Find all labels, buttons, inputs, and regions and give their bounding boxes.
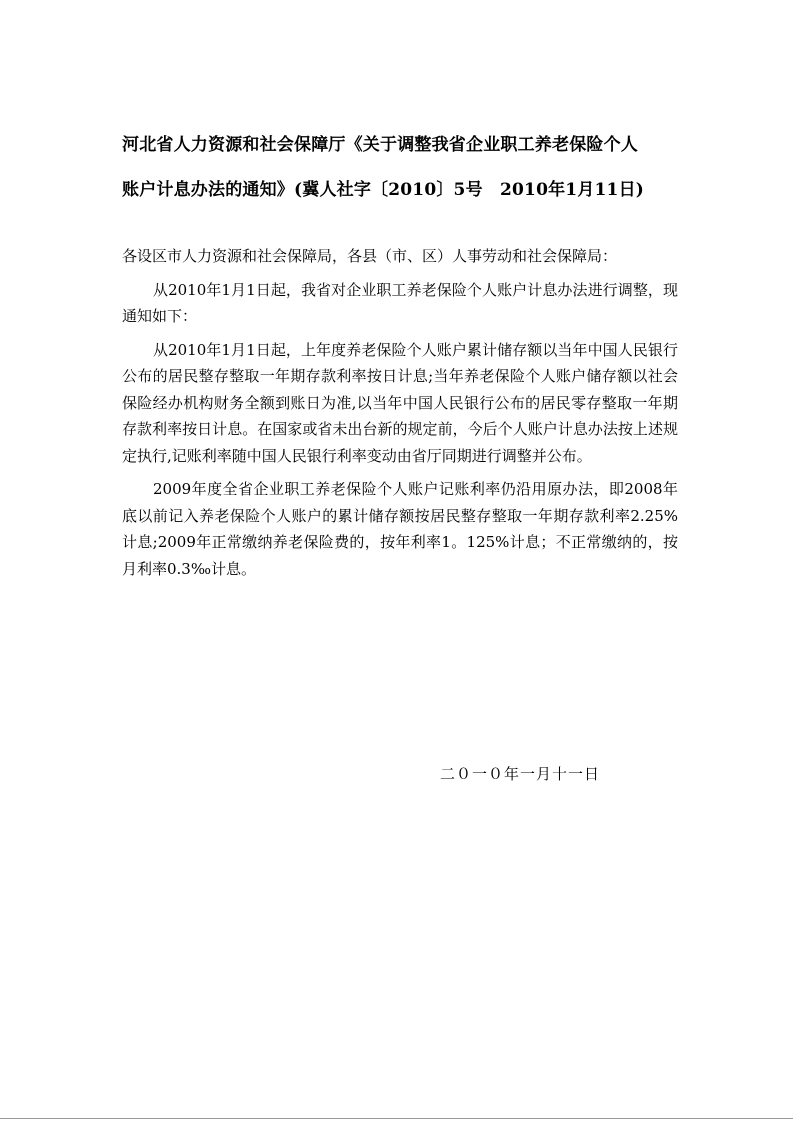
paragraph-rule: 从2010年1月1日起，上年度养老保险个人账户累计储存额以当年中国人民银行公布的居民整存整取一年期存款利率按日计息;当年养老保险个人账户储存额以社会保险经办机构财务全额到账日为准,以当年中国人民银行公布的居民零存整取一年期存款利率按日计息。在国家或省未出台新的规定前，今后个人账户计息办法按上述规定执行,记账利率随中国人民银行利率变动由省厅同期进行调整并公布。	[122, 340, 678, 465]
page-bottom-divider	[0, 1118, 793, 1119]
salutation: 各设区市人力资源和社会保障局，各县（市、区）人事劳动和社会保障局：	[122, 247, 618, 265]
document-date: 二０一０年一月十一日	[440, 765, 601, 783]
paragraph-intro: 从2010年1月1日起，我省对企业职工养老保险个人账户计息办法进行调整，现通知如下：	[122, 280, 678, 325]
document-body	[122, 243, 678, 589]
paragraph-2009-rate: 2009年度全省企业职工养老保险个人账户记账利率仍沿用原办法，即2008年底以前记入养老保险个人账户的累计储存额按居民整存整取一年期存款利率2.25%计息;2009年正常缴纳养老保险费的，按年利率1。125%计息；不正常缴纳的，按月利率0.3‰计息。	[122, 480, 678, 578]
document-title-line-2: 账户计息办法的通知》(冀人社字〔2010〕5号 2010年1月11日)	[122, 180, 645, 200]
document-title-line-1: 河北省人力资源和社会保障厅《关于调整我省企业职工养老保险个人	[122, 135, 638, 155]
